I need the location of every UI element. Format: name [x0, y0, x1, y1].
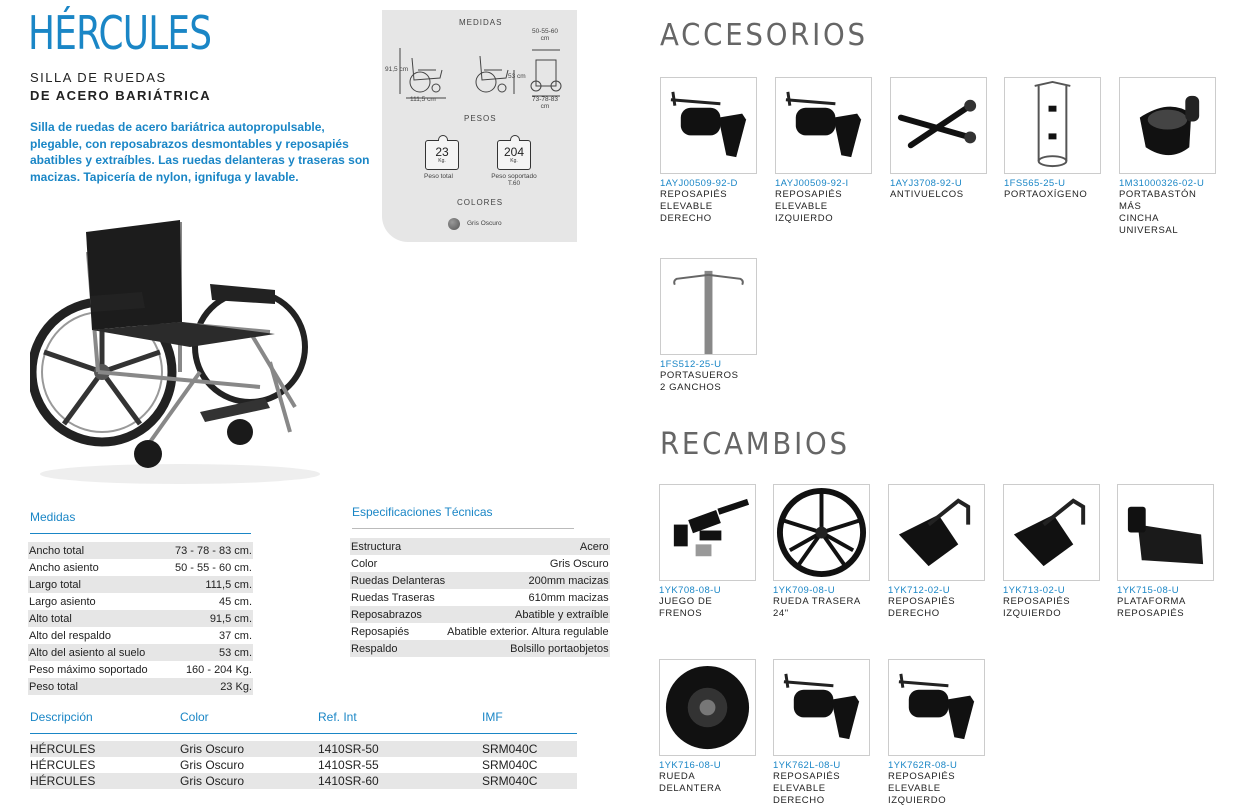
footrest-left-icon: [1003, 484, 1100, 581]
specs-value: Gris Oscuro: [549, 557, 609, 570]
part-code: 1YK709-08-U: [773, 585, 835, 596]
part-name: REPOSAPIÉS ELEVABLE DERECHO: [773, 771, 841, 806]
specs-value: 610mm macizas: [528, 591, 609, 604]
part-name: PORTAOXÍGENO: [1004, 189, 1088, 200]
medidas-table: [28, 542, 253, 695]
table-row: [30, 757, 577, 773]
medidas-label: Ancho asiento: [29, 561, 99, 574]
medidas-label: Ancho total: [28, 542, 164, 559]
accesorios-heading: ACCESORIOS: [660, 18, 868, 53]
medidas-value: 53 cm.: [164, 644, 253, 661]
recambios-card[interactable]: [888, 659, 986, 807]
accesorios-card[interactable]: [890, 77, 988, 201]
colores-label: COLORES: [457, 198, 504, 207]
specs-row: [350, 623, 610, 640]
recambios-card[interactable]: [659, 484, 757, 620]
recambios-card[interactable]: [659, 659, 757, 795]
specs-table: [350, 538, 610, 657]
part-name: PORTABASTÓN MÁS CINCHA UNIVERSAL: [1119, 189, 1197, 236]
medidas-label: MEDIDAS: [459, 18, 503, 27]
footrest-right-icon: [888, 484, 985, 581]
medidas-value: 91,5 cm.: [164, 610, 253, 627]
medidas-row: [28, 559, 253, 576]
medidas-row: [28, 610, 253, 627]
specs-label: Color: [351, 557, 378, 570]
specs-label: Ruedas Delanteras: [350, 572, 446, 589]
medidas-value: 111,5 cm.: [164, 576, 253, 593]
part-name: REPOSAPIÉS ELEVABLE DERECHO: [660, 189, 728, 224]
specs-row: [350, 555, 610, 572]
specs-row: [350, 589, 610, 606]
medidas-label: Largo total: [28, 576, 164, 593]
wheelchair-image: [30, 212, 330, 490]
medidas-value: 37 cm.: [218, 629, 252, 642]
specs-label: Respaldo: [350, 640, 446, 657]
accesorios-card[interactable]: [660, 77, 758, 225]
weight-icon: 23 Kg.: [425, 140, 459, 170]
medidas-label: Largo asiento: [29, 595, 96, 608]
specs-row: [350, 572, 610, 589]
part-code: 1YK713-02-U: [1003, 585, 1065, 596]
medidas-row: [28, 576, 253, 593]
legrest-right-icon: [660, 77, 757, 174]
part-code: 1FS565-25-U: [1004, 178, 1066, 189]
footplate-icon: [1117, 484, 1214, 581]
medidas-value: 73 - 78 - 83 cm.: [164, 542, 253, 559]
seat-height-dim: 53 cm: [508, 73, 526, 80]
specs-row: [350, 606, 610, 623]
part-code: 1AYJ00509-92-I: [775, 178, 849, 189]
medidas-row: [28, 627, 253, 644]
part-name: REPOSAPIÉS ELEVABLE IZQUIERDO: [775, 189, 843, 224]
oxygen-holder-icon: [1004, 77, 1101, 174]
part-code: 1YK708-08-U: [659, 585, 721, 596]
specs-label: Reposabrazos: [350, 606, 446, 623]
cell-descripcion: HÉRCULES: [30, 774, 96, 788]
medidas-label: Peso total: [28, 678, 164, 695]
accesorios-card[interactable]: [660, 258, 758, 394]
pesos-label: PESOS: [464, 114, 497, 123]
legrest-right-icon: [773, 659, 870, 756]
measurements-box: [382, 10, 577, 242]
specs-value: Acero: [446, 538, 609, 555]
cell-color: Gris Oscuro: [180, 758, 245, 772]
accesorios-card[interactable]: [1004, 77, 1102, 201]
legrest-left-icon: [888, 659, 985, 756]
specs-heading: Especificaciones Técnicas: [352, 505, 493, 519]
cell-imf: SRM040C: [482, 774, 538, 788]
subtitle-line1: SILLA DE RUEDAS: [30, 70, 167, 85]
cell-ref: 1410SR-50: [318, 742, 379, 756]
brake-set-icon: [659, 484, 756, 581]
part-name: ANTIVUELCOS: [890, 189, 964, 200]
recambios-card[interactable]: [773, 484, 871, 620]
cell-ref: 1410SR-55: [318, 758, 379, 772]
recambios-card[interactable]: [773, 659, 871, 807]
part-name: RUEDA DELANTERA: [659, 771, 722, 794]
medidas-value: 50 - 55 - 60 cm.: [174, 561, 252, 574]
medidas-rule: [30, 533, 251, 534]
recambios-card[interactable]: [888, 484, 986, 620]
iv-pole-icon: [660, 258, 757, 355]
medidas-label: Alto total: [28, 610, 164, 627]
part-code: 1AYJ00509-92-D: [660, 178, 738, 189]
front-wheel-icon: [659, 659, 756, 756]
specs-label: Estructura: [350, 538, 446, 555]
accesorios-card[interactable]: [1119, 77, 1217, 237]
cane-holder-icon: [1119, 77, 1216, 174]
col-header-ref: Ref. Int: [318, 710, 357, 724]
table-row: [30, 773, 577, 789]
length-dim: 111,5 cm: [410, 96, 436, 103]
specs-row: [350, 640, 610, 657]
part-name: PORTASUEROS 2 GANCHOS: [660, 370, 739, 393]
part-code: 1YK712-02-U: [888, 585, 950, 596]
medidas-label: Peso máximo soportado: [29, 663, 148, 676]
medidas-row: [28, 593, 253, 610]
part-code: 1YK762L-08-U: [773, 760, 841, 771]
medidas-heading: Medidas: [30, 510, 76, 524]
medidas-value: 45 cm.: [218, 595, 252, 608]
cell-imf: SRM040C: [482, 758, 538, 772]
total-width-dim: 73-78-83 cm: [532, 96, 559, 110]
part-code: 1YK715-08-U: [1117, 585, 1179, 596]
medidas-row: [28, 678, 253, 695]
products-rule: [30, 733, 577, 734]
cell-descripcion: HÉRCULES: [30, 758, 96, 772]
specs-row: [350, 538, 610, 555]
page-title: HÉRCULES: [28, 6, 212, 60]
cell-color: Gris Oscuro: [180, 774, 245, 788]
legrest-left-icon: [775, 77, 872, 174]
cell-descripcion: HÉRCULES: [30, 742, 96, 756]
weight-icon: 204 Kg.: [497, 140, 531, 170]
rear-wheel-icon: [773, 484, 870, 581]
part-code: 1FS512-25-U: [660, 359, 722, 370]
medidas-value: 23 Kg.: [164, 678, 253, 695]
part-name: PLATAFORMA REPOSAPIÉS: [1117, 596, 1186, 619]
subtitle-line2: DE ACERO BARIÁTRICA: [30, 88, 212, 103]
specs-value: Bolsillo portaobjetos: [446, 640, 609, 657]
medidas-row: [28, 542, 253, 559]
part-name: REPOSAPIÉS ELEVABLE IZQUIERDO: [888, 771, 956, 806]
col-header-color: Color: [180, 710, 209, 724]
table-row: [30, 741, 577, 757]
specs-label: Ruedas Traseras: [351, 591, 435, 604]
specs-rule: [352, 528, 574, 529]
recambios-heading: RECAMBIOS: [660, 427, 850, 462]
color-name: Gris Oscuro: [467, 220, 502, 227]
part-code: 1M31000326-02-U: [1119, 178, 1205, 189]
specs-label: Reposapiés: [351, 625, 410, 638]
cell-ref: 1410SR-60: [318, 774, 379, 788]
wheelchair-diagram: [390, 40, 570, 102]
medidas-row: [28, 661, 253, 678]
color-swatch: [448, 218, 460, 230]
part-name: REPOSAPIÉS DERECHO: [888, 596, 956, 619]
seat-width-dim: 50-55-60 cm: [532, 28, 559, 42]
recambios-card[interactable]: [1003, 484, 1101, 620]
part-code: 1YK762R-08-U: [888, 760, 958, 771]
accesorios-card[interactable]: [775, 77, 873, 225]
part-code: 1YK716-08-U: [659, 760, 721, 771]
specs-value: Abatible y extraíble: [446, 606, 609, 623]
col-header-imf: IMF: [482, 710, 503, 724]
cell-color: Gris Oscuro: [180, 742, 245, 756]
medidas-label: Alto del respaldo: [29, 629, 111, 642]
peso-soportado-label: Peso soportado T.60: [491, 173, 537, 187]
medidas-value: 160 - 204 Kg.: [185, 663, 252, 676]
product-description: Silla de ruedas de acero bariátrica autopropulsable, plegable, con reposabrazos desmontables y reposapiés abatibles y extraíbles. Las ruedas delanteras y traseras son macizas. Tapicería de nylon, ignifuga y lavable.: [30, 120, 370, 184]
col-header-descripcion: Descripción: [30, 710, 93, 724]
part-name: JUEGO DE FRENOS: [659, 596, 713, 619]
part-name: RUEDA TRASERA 24": [773, 596, 861, 619]
peso-total-label: Peso total: [424, 173, 453, 180]
height-dim: 91,5 cm: [385, 66, 409, 73]
medidas-label: Alto del asiento al suelo: [28, 644, 164, 661]
recambios-card[interactable]: [1117, 484, 1215, 620]
specs-value: 200mm macizas: [446, 572, 609, 589]
specs-value: Abatible exterior. Altura regulable: [447, 625, 609, 638]
part-name: REPOSAPIÉS IZQUIERDO: [1003, 596, 1071, 619]
medidas-row: [28, 644, 253, 661]
cell-imf: SRM040C: [482, 742, 538, 756]
part-code: 1AYJ3708-92-U: [890, 178, 963, 189]
anti-tip-icon: [890, 77, 987, 174]
